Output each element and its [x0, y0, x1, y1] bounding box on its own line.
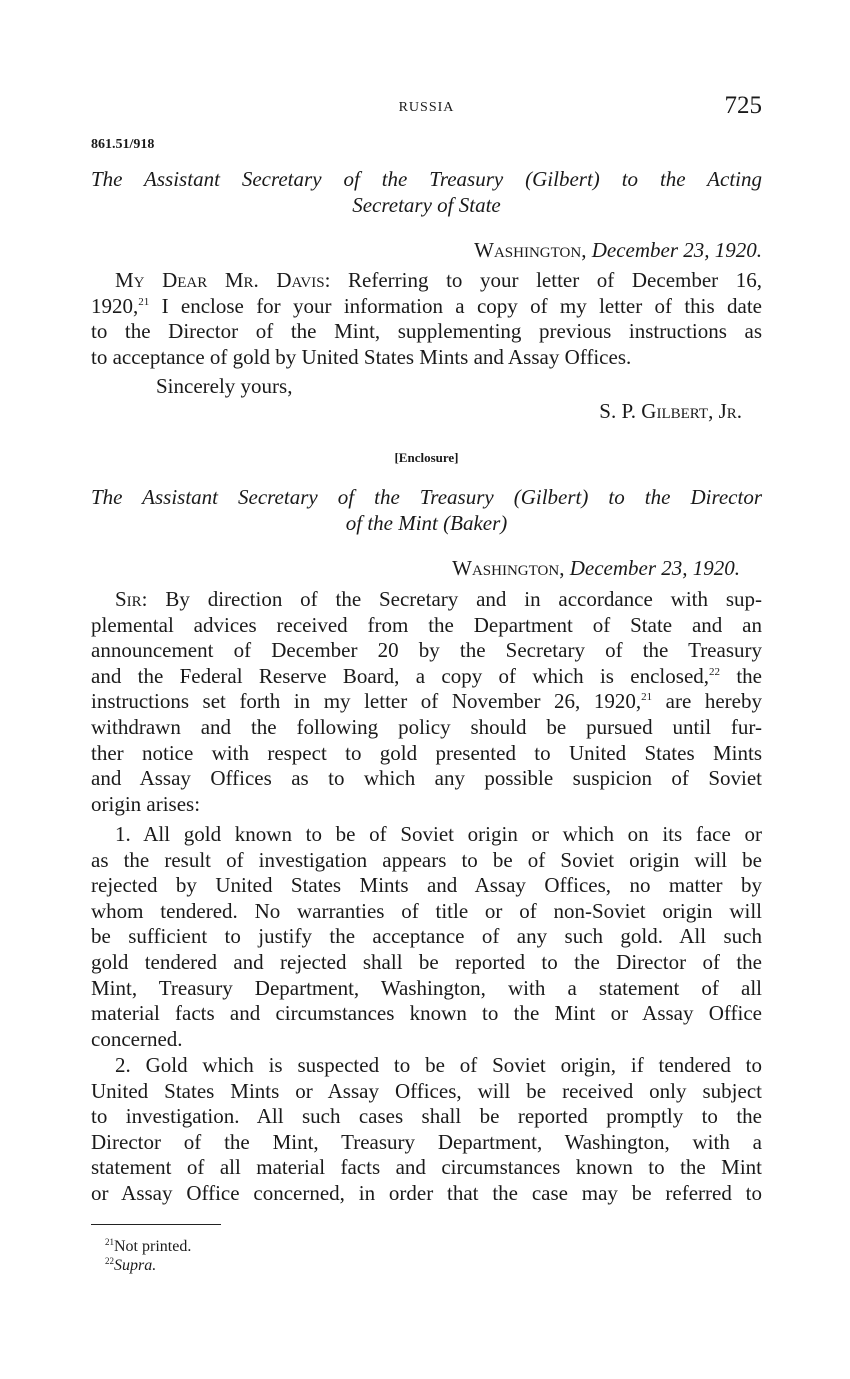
footnote-mark: 22: [105, 1256, 114, 1266]
doc2-title-line1: The Assistant Secretary of the Treasury (Gilbert) to the Director: [91, 485, 762, 509]
doc2-paragraph-1: [91, 587, 762, 817]
doc2-p1-line: announcement of December 20 by the Secretary of the Treasury: [91, 638, 762, 663]
doc1-closing: Sincerely yours,: [156, 374, 293, 398]
doc2-p2-line: rejected by United States Mints and Assay Offices, no matter by: [91, 873, 762, 898]
doc1-signature: S. P. Gilbert, Jr.: [599, 399, 742, 423]
doc1-dateline-place: Washington,: [474, 238, 587, 262]
doc1-dateline: [474, 238, 762, 263]
footnote-21: [105, 1238, 191, 1256]
doc1-title-line1: The Assistant Secretary of the Treasury (Gilbert) to the Acting: [91, 167, 762, 191]
doc2-dateline-place: Washington,: [452, 556, 565, 580]
doc2-p2-line: as the result of investigation appears to be of Soviet origin will be: [91, 847, 762, 872]
doc2-p3-line: or Assay Office concerned, in order that the case may be referred to: [91, 1180, 762, 1205]
doc1-dateline-date: December 23, 1920.: [591, 238, 762, 262]
doc2-title-line2: of the Mint (Baker): [345, 511, 508, 535]
doc2-p3-line: 2. Gold which is suspected to be of Soviet origin, if tendered to: [115, 1053, 762, 1077]
doc2-p2-line: whom tendered. No warranties of title or of non-Soviet origin will: [91, 898, 762, 923]
footnote-22: [105, 1257, 156, 1275]
doc1-title-line2: Secretary of State: [352, 193, 501, 217]
footnote-divider: [91, 1224, 221, 1225]
doc2-p2-line: concerned.: [91, 1026, 183, 1051]
doc2-p2-line: gold tendered and rejected shall be reported to the Director of the: [91, 949, 762, 974]
doc2-p1-line: ther notice with respect to gold presented to United States Mints: [91, 740, 762, 765]
doc2-p1-line: and Assay Offices as to which any possible suspicion of Soviet: [91, 766, 762, 791]
doc2-p3-line: Director of the Mint, Treasury Department, Washington, with a: [91, 1129, 762, 1154]
footnote-ref: 22: [709, 665, 721, 678]
doc2-p3-line: United States Mints or Assay Offices, will be received only subject: [91, 1078, 762, 1103]
doc1-body-line: My Dear Mr. Davis: Referring to your letter of December 16,: [115, 268, 762, 292]
doc2-salutation: Sir:: [115, 587, 148, 611]
doc2-paragraph-3: [91, 1053, 762, 1207]
doc2-paragraph-2: [91, 822, 762, 1052]
file-number: 861.51/918: [91, 137, 155, 152]
doc1-title: [91, 166, 762, 218]
doc1-body-line: 1920,21 I enclose for your information a copy of my letter of this date: [91, 293, 762, 318]
footnote-ref: 21: [641, 691, 653, 704]
doc2-p2-line: Mint, Treasury Department, Washington, with a statement of all: [91, 975, 762, 1000]
doc2-p1-line: plemental advices received from the Department of State and an: [91, 612, 762, 637]
doc2-p2-line: 1. All gold known to be of Soviet origin or which on its face or: [115, 822, 762, 846]
running-title: RUSSIA: [398, 100, 455, 115]
footnote-text: Supra.: [114, 1257, 157, 1274]
doc2-p2-line: material facts and circumstances known to the Mint or Assay Office: [91, 1001, 762, 1026]
doc2-p1-line: Sir: By direction of the Secretary and in accordance with sup-: [115, 587, 762, 611]
doc2-p3-line: statement of all material facts and circumstances known to the Mint: [91, 1155, 762, 1180]
doc2-p2-line: be sufficient to justify the acceptance of any such gold. All such: [91, 924, 762, 949]
doc1-salutation: My Dear Mr. Davis:: [115, 268, 331, 292]
doc2-title: [91, 484, 762, 536]
footnote-mark: 21: [105, 1237, 114, 1247]
doc1-body-line: to acceptance of gold by United States Mints and Assay Offices.: [91, 344, 632, 369]
footnote-text: Not printed.: [114, 1238, 192, 1255]
doc1-body-line: to the Director of the Mint, supplementing previous instructions as: [91, 319, 762, 344]
enclosure-label: [Enclosure]: [394, 450, 459, 465]
doc2-dateline-date: December 23, 1920.: [569, 556, 740, 580]
footnote-ref: 21: [138, 295, 150, 308]
doc2-p1-line: origin arises:: [91, 791, 201, 816]
doc2-p1-line: and the Federal Reserve Board, a copy of which is enclosed,$^{22}$ the: [91, 663, 762, 688]
doc2-p3-line: to investigation. All such cases shall be reported promptly to the: [91, 1104, 762, 1129]
doc2-p1-line: instructions set forth in my letter of November 26, 1920,21 are hereby: [91, 689, 762, 714]
doc2-p1-line: withdrawn and the following policy should be pursued until fur-: [91, 714, 762, 739]
doc2-dateline: [452, 556, 740, 581]
doc1-body: [91, 268, 762, 370]
page-number: 725: [724, 92, 762, 119]
